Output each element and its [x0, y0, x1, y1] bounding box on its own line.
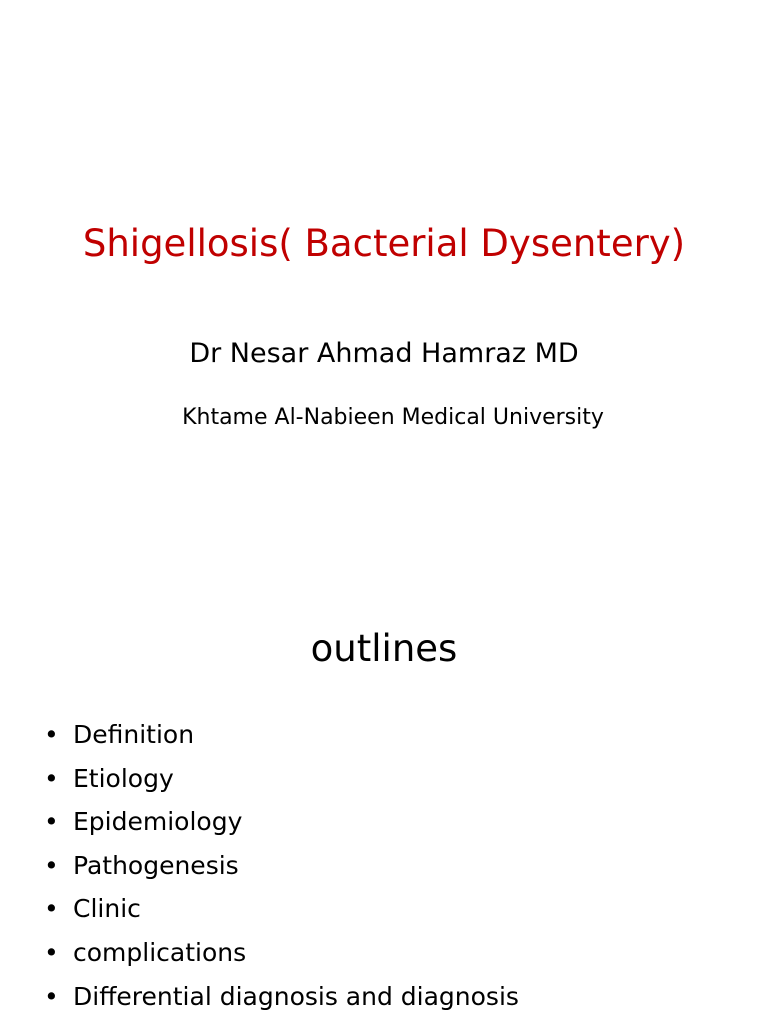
- list-item-label: Differential diagnosis and diagnosis: [73, 981, 519, 1011]
- outline-heading: outlines: [310, 627, 458, 670]
- list-item: [44, 715, 519, 759]
- bullet-icon: •: [44, 850, 59, 880]
- bullet-icon: •: [44, 937, 59, 967]
- list-item: [44, 759, 519, 803]
- author-name: Dr Nesar Ahmad Hamraz MD: [189, 338, 579, 369]
- list-item: [44, 846, 519, 890]
- list-item: [44, 889, 519, 933]
- bullet-icon: •: [44, 720, 59, 749]
- list-item-label: Etiology: [73, 763, 174, 793]
- list-item-label: Definition: [73, 720, 195, 749]
- list-item-label: Pathogenesis: [73, 850, 239, 880]
- list-item: [44, 933, 519, 977]
- outline-slide: [0, 576, 768, 1024]
- bullet-icon: •: [44, 894, 59, 924]
- bullet-icon: •: [44, 763, 59, 793]
- outline-list: [44, 715, 519, 1020]
- bullet-icon: •: [44, 981, 59, 1011]
- bullet-icon: •: [44, 807, 59, 837]
- institution-name: Khtame Al-Nabieen Medical University: [182, 405, 604, 430]
- slide-title: Shigellosis( Bacterial Dysentery): [82, 222, 686, 265]
- list-item: [44, 977, 519, 1021]
- list-item-label: Epidemiology: [73, 807, 243, 837]
- list-item-label: complications: [73, 937, 247, 967]
- list-item-label: Clinic: [73, 894, 141, 924]
- list-item: [44, 802, 519, 846]
